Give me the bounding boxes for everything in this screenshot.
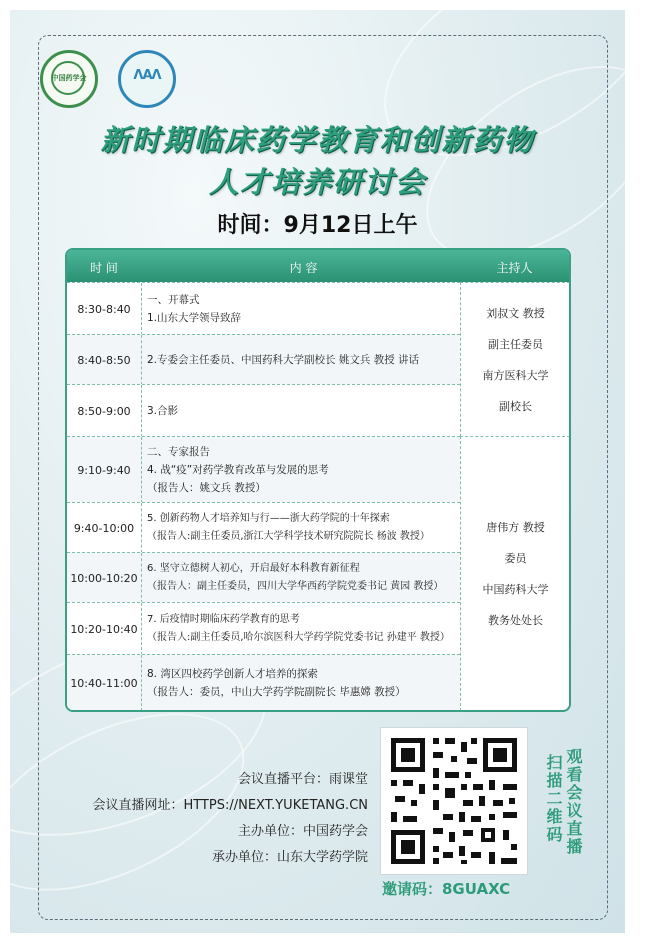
row-line: 3.合影: [147, 405, 179, 417]
info-platform: 会议直播平台：雨课堂: [237, 772, 368, 787]
row-content: [147, 283, 460, 335]
row-line: （报告人:副主任委员,哈尔滨医科大学药学院党委书记 孙建平 教授）: [147, 632, 450, 643]
row-time: 9:10-9:40: [67, 437, 142, 503]
qr-code-graphic: [381, 728, 527, 874]
qr-code[interactable]: [380, 727, 528, 875]
row-content: [147, 385, 460, 437]
row-time: 8:40-8:50: [67, 335, 142, 385]
row-content: [147, 437, 460, 503]
host-line: 副校长: [499, 400, 532, 413]
schedule-table: [65, 248, 571, 712]
host-line: 副主任委员: [488, 338, 543, 351]
table-row: [67, 384, 460, 437]
invite-code: 邀请码：8GUAXC: [382, 880, 511, 898]
table-row: [67, 602, 460, 655]
host-cell: [460, 436, 570, 711]
host-line: 南方医科大学: [482, 369, 549, 382]
row-line: 一、开幕式: [147, 294, 200, 306]
table-row: [67, 436, 460, 503]
info-organizer: 主办单位：中国药学会: [237, 824, 368, 839]
row-line: 2.专委会主任委员、中国药科大学副校长 姚文兵 教授 讲话: [147, 354, 420, 366]
row-line: 8. 湾区四校药学创新人才培养的探索: [147, 668, 318, 680]
host-line: 中国药科大学: [482, 583, 549, 596]
title-line-1: 新时期临床药学教育和创新药物: [100, 123, 535, 157]
poster: [10, 10, 625, 933]
row-time: 10:40-11:00: [67, 655, 142, 711]
row-time: 9:40-10:00: [67, 503, 142, 553]
table-row: [67, 552, 460, 603]
host-line: 委员: [504, 552, 527, 565]
row-time: 8:50-9:00: [67, 385, 142, 437]
cpa-logo-text: 中国药学会: [51, 74, 87, 82]
committee-logo-text: ΛAΛ: [133, 68, 161, 83]
row-content: [147, 335, 460, 385]
row-time: 10:20-10:40: [67, 603, 142, 655]
title-line-2: 人才培养研讨会: [208, 165, 426, 199]
info-url[interactable]: 会议直播网址：HTTPS://NEXT.YUKETANG.CN: [92, 798, 368, 813]
row-time: 10:00-10:20: [67, 553, 142, 603]
table-row: [67, 282, 460, 335]
row-line: 5. 创新药物人才培养知与行——浙大药学院的十年探索: [147, 513, 390, 524]
watch-live-text: 观看会议直播: [564, 748, 583, 856]
row-content: [147, 553, 460, 603]
committee-logo: [118, 50, 176, 108]
table-header: [67, 250, 569, 282]
table-row: [67, 502, 460, 553]
header-host: 主持人: [496, 261, 533, 275]
header-content: 内 容: [289, 261, 318, 275]
row-time: 8:30-8:40: [67, 283, 142, 335]
row-line: 二、专家报告: [147, 446, 210, 458]
meeting-time: 时间：9月12日上午: [217, 213, 418, 238]
row-line: 6. 坚守立德树人初心，开启最好本科教育新征程: [147, 563, 360, 574]
row-line: 1.山东大学领导致辞: [147, 312, 242, 324]
row-line: 7. 后疫情时期临床药学教育的思考: [147, 614, 300, 625]
host-line: 教务处处长: [488, 614, 543, 627]
row-content: [147, 603, 460, 655]
header-time: 时 间: [90, 261, 118, 275]
row-line: 4. 战“疫”对药学教育改革与发展的思考: [147, 464, 329, 476]
row-line: （报告人：姚文兵 教授）: [147, 482, 266, 494]
cpa-logo: [40, 50, 98, 108]
row-line: （报告人：委员，中山大学药学院副院长 毕惠嫦 教授）: [147, 686, 406, 698]
info-host-unit: 承办单位：山东大学药学院: [211, 850, 368, 865]
host-line: 唐伟方 教授: [486, 521, 545, 534]
row-content: [147, 503, 460, 553]
host-cell: [460, 282, 570, 437]
scan-qr-text: 扫描二维码: [544, 754, 563, 844]
row-line: （报告人:副主任委员,浙江大学科学技术研究院院长 杨波 教授）: [147, 531, 430, 542]
table-row: [67, 334, 460, 385]
row-content: [147, 655, 460, 711]
host-line: 刘叔文 教授: [486, 307, 545, 320]
row-line: （报告人：副主任委员，四川大学华西药学院党委书记 黄园 教授）: [147, 581, 444, 592]
table-row: [67, 654, 460, 711]
